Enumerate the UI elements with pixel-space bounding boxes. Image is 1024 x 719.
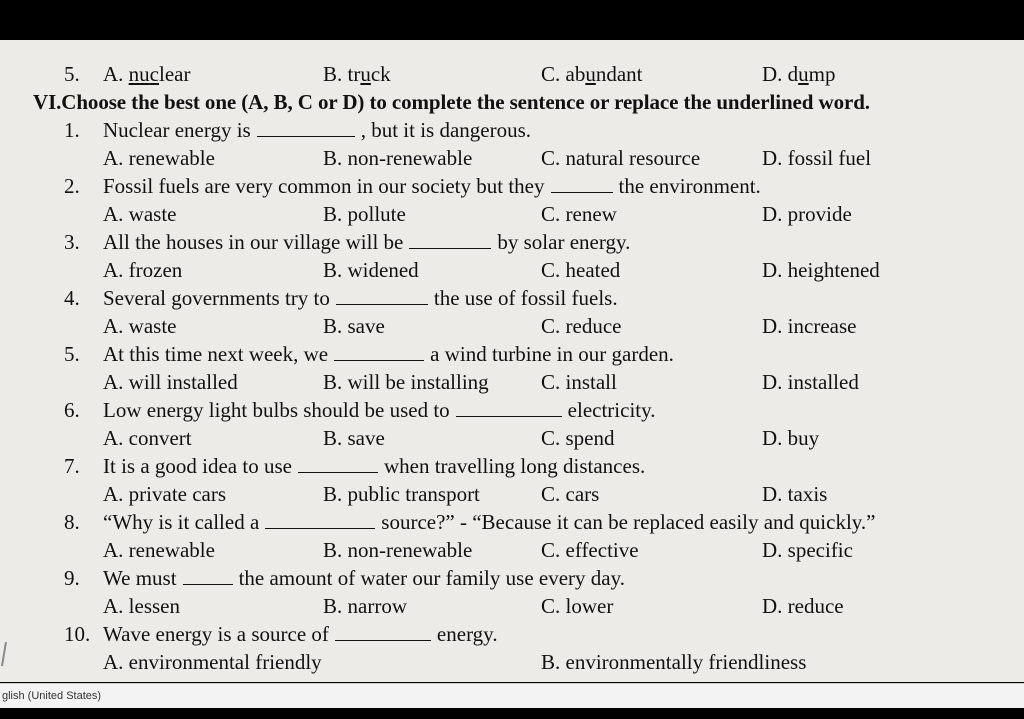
- option-c: C. cars: [541, 482, 600, 506]
- question-text: [103, 565, 625, 591]
- question-row: [0, 397, 1024, 423]
- question-row: [0, 341, 1024, 367]
- option-d: D. fossil fuel: [762, 146, 872, 170]
- option-d: D. reduce: [762, 594, 844, 618]
- question-tail: the amount of water our family use every day.: [238, 566, 625, 590]
- question-tail: electricity.: [567, 398, 656, 422]
- option-c: C. natural resource: [541, 146, 701, 170]
- option-d: D. provide: [762, 202, 852, 226]
- question-text: [103, 341, 674, 367]
- question-number: 10.: [64, 622, 91, 646]
- option-d: D. taxis: [762, 482, 828, 506]
- option-a: A. private cars: [103, 482, 227, 506]
- question-stem: Wave energy is a source of: [103, 622, 329, 646]
- pen-mark: [0, 640, 8, 668]
- question-tail: by solar energy.: [497, 230, 631, 254]
- question-text: [103, 117, 531, 143]
- question-text: [103, 509, 876, 535]
- question-number: 4.: [64, 286, 80, 310]
- option-b: B. will be installing: [323, 370, 489, 394]
- question-text: [103, 397, 656, 423]
- question-stem: Several governments try to: [103, 286, 330, 310]
- question-text: [103, 229, 630, 255]
- language-status[interactable]: glish (United States): [2, 690, 102, 702]
- answer-blank: [265, 510, 375, 529]
- question-tail: energy.: [436, 622, 498, 646]
- question-tail: the use of fossil fuels.: [433, 286, 618, 310]
- option-b: B. pollute: [323, 202, 406, 226]
- options-row: [0, 593, 1024, 619]
- question-tail: a wind turbine in our garden.: [430, 342, 674, 366]
- option-a: A. will installed: [103, 370, 238, 394]
- question-number: 9.: [64, 566, 80, 590]
- option-a: A. frozen: [103, 258, 183, 282]
- question-row: [0, 173, 1024, 199]
- section-heading: VI.Choose the best one (A, B, C or D) to complete the sentence or replace the underlined word.: [33, 90, 870, 114]
- question-row: [0, 229, 1024, 255]
- option-c: C. abundant: [541, 62, 643, 86]
- question-row: [0, 621, 1024, 647]
- question-tail: the environment.: [618, 174, 761, 198]
- options-row: [0, 425, 1024, 451]
- option-d: D. buy: [762, 426, 820, 450]
- answer-blank: [336, 286, 428, 305]
- answer-blank: [551, 174, 613, 193]
- options-row: [0, 313, 1024, 339]
- question-row: [0, 509, 1024, 535]
- question-stem: At this time next week, we: [103, 342, 329, 366]
- option-a: A. lessen: [103, 594, 180, 618]
- option-a: A. waste: [103, 202, 177, 226]
- option-b: B. save: [323, 426, 385, 450]
- question-row: [0, 117, 1024, 143]
- question-tail: , but it is dangerous.: [360, 118, 532, 142]
- option-d: D. dump: [762, 62, 836, 86]
- option-c: C. spend: [541, 426, 615, 450]
- answer-blank: [298, 454, 378, 473]
- prev-question-row: [0, 61, 1024, 87]
- question-stem: “Why is it called a: [103, 510, 260, 534]
- question-text: [103, 285, 618, 311]
- option-b: B. save: [323, 314, 385, 338]
- question-number: 2.: [64, 174, 80, 198]
- option-d: D. installed: [762, 370, 859, 394]
- answer-blank: [456, 398, 562, 417]
- question-row: [0, 285, 1024, 311]
- options-row: [0, 201, 1024, 227]
- question-row: [0, 453, 1024, 479]
- answer-blank: [183, 566, 233, 585]
- options-row: [0, 649, 1024, 675]
- status-bar: [0, 683, 1024, 708]
- question-number: 1.: [64, 118, 80, 142]
- answer-blank: [335, 622, 431, 641]
- question-text: [103, 173, 761, 199]
- option-c: C. heated: [541, 258, 621, 282]
- question-text: [103, 453, 645, 479]
- option-a: A. nuclear: [103, 62, 191, 86]
- option-d: D. increase: [762, 314, 857, 338]
- option-a: A. renewable: [103, 146, 215, 170]
- options-row: [0, 145, 1024, 171]
- question-number: 3.: [64, 230, 80, 254]
- question-number: 6.: [64, 398, 80, 422]
- options-row: [0, 257, 1024, 283]
- option-b: B. widened: [323, 258, 419, 282]
- question-stem: Nuclear energy is: [103, 118, 251, 142]
- question-stem: We must: [103, 566, 177, 590]
- question-number: 5.: [64, 342, 80, 366]
- option-a: A. environmental friendly: [103, 650, 322, 674]
- question-number: 8.: [64, 510, 80, 534]
- question-text: [103, 621, 498, 647]
- question-tail: source?” - “Because it can be replaced easily and quickly.”: [381, 510, 876, 534]
- top-black-bar: [0, 0, 1024, 40]
- question-stem: All the houses in our village will be: [103, 230, 404, 254]
- option-b: B. environmentally friendliness: [541, 650, 807, 674]
- option-b: B. non-renewable: [323, 146, 473, 170]
- question-row: [0, 565, 1024, 591]
- question-stem: It is a good idea to use: [103, 454, 292, 478]
- option-c: C. effective: [541, 538, 639, 562]
- options-row: [0, 537, 1024, 563]
- option-c: C. install: [541, 370, 617, 394]
- answer-blank: [409, 230, 491, 249]
- question-stem: Fossil fuels are very common in our society but they: [103, 174, 545, 198]
- question-tail: when travelling long distances.: [383, 454, 646, 478]
- option-d: D. specific: [762, 538, 853, 562]
- option-a: A. convert: [103, 426, 192, 450]
- answer-blank: [257, 118, 355, 137]
- question-stem: Low energy light bulbs should be used to: [103, 398, 450, 422]
- option-a: A. renewable: [103, 538, 215, 562]
- option-b: B. non-renewable: [323, 538, 473, 562]
- question-number: 7.: [64, 454, 80, 478]
- options-row: [0, 481, 1024, 507]
- option-b: B. truck: [323, 62, 391, 86]
- option-b: B. narrow: [323, 594, 407, 618]
- option-c: C. lower: [541, 594, 614, 618]
- option-c: C. renew: [541, 202, 617, 226]
- question-number: 5.: [64, 62, 80, 86]
- options-row: [0, 369, 1024, 395]
- option-c: C. reduce: [541, 314, 622, 338]
- option-a: A. waste: [103, 314, 177, 338]
- answer-blank: [334, 342, 424, 361]
- worksheet-page: [0, 40, 1024, 682]
- option-b: B. public transport: [323, 482, 480, 506]
- option-d: D. heightened: [762, 258, 880, 282]
- section-heading-row: [0, 89, 1024, 115]
